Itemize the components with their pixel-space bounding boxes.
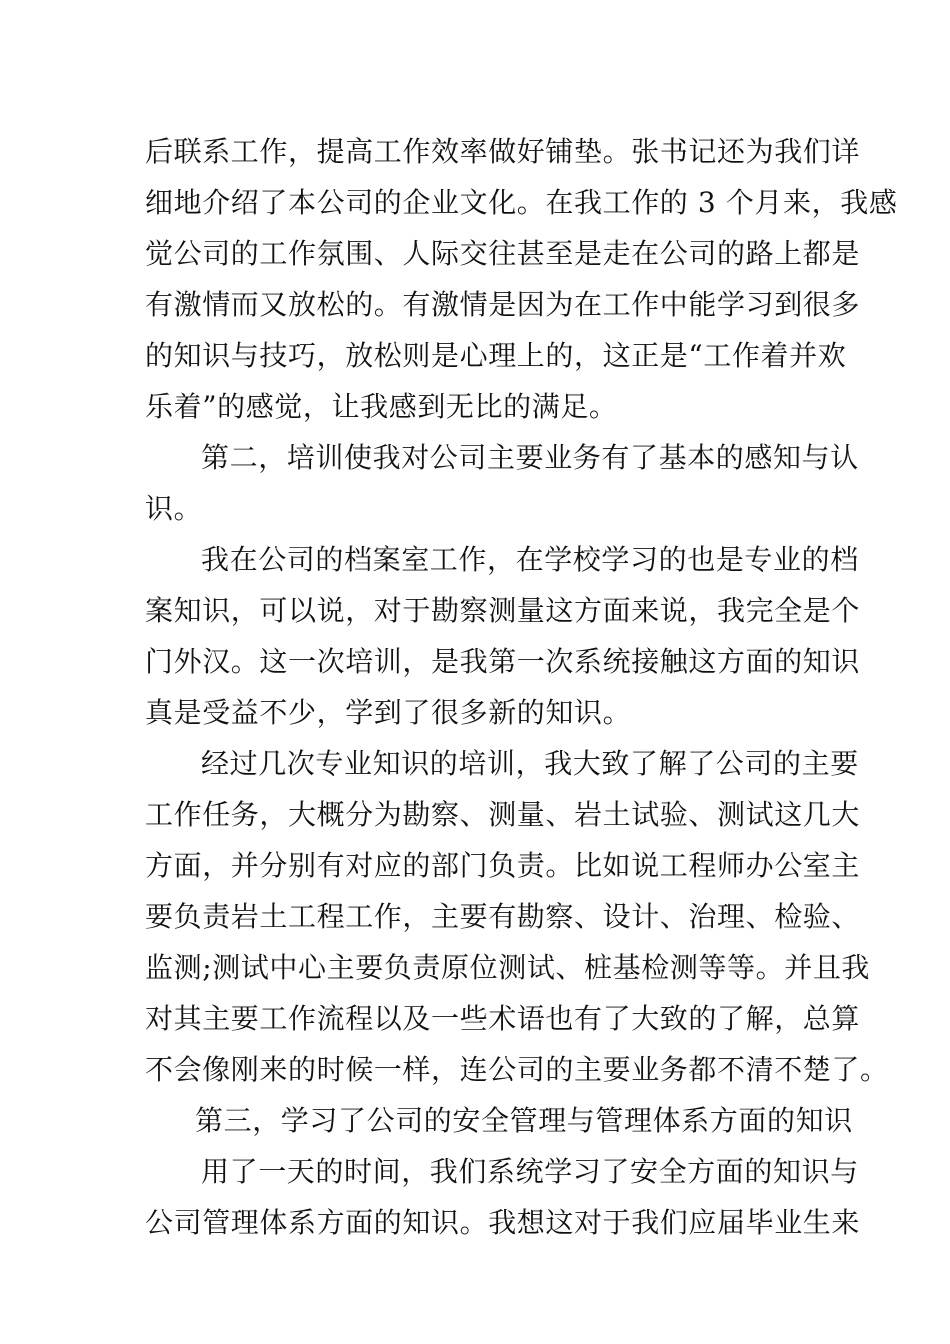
text-line: 的知识与技巧，放松则是心理上的，这正是“工作着并欢 (145, 339, 847, 372)
text-line: 监测;测试中心主要负责原位测试、桩基检测等等。并且我 (145, 951, 871, 984)
text-line: 觉公司的工作氛围、人际交往甚至是走在公司的路上都是 (145, 237, 861, 270)
text-line: 乐着”的感觉，让我感到无比的满足。 (145, 390, 618, 423)
text-line: 经过几次专业知识的培训，我大致了解了公司的主要 (201, 747, 859, 780)
text-line: 细地介绍了本公司的企业文化。在我工作的 3 个月来，我感 (145, 186, 898, 219)
text-line: 公司管理体系方面的知识。我想这对于我们应届毕业生来 (145, 1206, 861, 1239)
body-text (145, 126, 898, 1248)
text-line: 真是受益不少，学到了很多新的知识。 (145, 696, 632, 729)
text-line: 要负责岩土工程工作，主要有勘察、设计、治理、检验、 (145, 900, 861, 933)
text-line: 我在公司的档案室工作，在学校学习的也是专业的档 (201, 543, 859, 576)
text-line: 方面，并分别有对应的部门负责。比如说工程师办公室主 (145, 849, 861, 882)
text-line: 不会像刚来的时候一样，连公司的主要业务都不清不楚了。 (145, 1053, 889, 1086)
section-heading: 第二，培训使我对公司主要业务有了基本的感知与认 (201, 441, 859, 474)
text-line: 门外汉。这一次培训，是我第一次系统接触这方面的知识 (145, 645, 861, 678)
section-heading: 第三，学习了公司的安全管理与管理体系方面的知识 (195, 1104, 853, 1137)
text-line: 对其主要工作流程以及一些术语也有了大致的了解，总算 (145, 1002, 861, 1035)
text-line: 用了一天的时间，我们系统学习了安全方面的知识与 (201, 1155, 859, 1188)
text-line: 有激情而又放松的。有激情是因为在工作中能学习到很多 (145, 288, 861, 321)
text-line: 识。 (145, 492, 203, 525)
text-line: 工作任务，大概分为勘察、测量、岩土试验、测试这几大 (145, 798, 861, 831)
text-line: 案知识，可以说，对于勘察测量这方面来说，我完全是个 (145, 594, 861, 627)
text-line: 后联系工作，提高工作效率做好铺垫。张书记还为我们详 (145, 135, 861, 168)
